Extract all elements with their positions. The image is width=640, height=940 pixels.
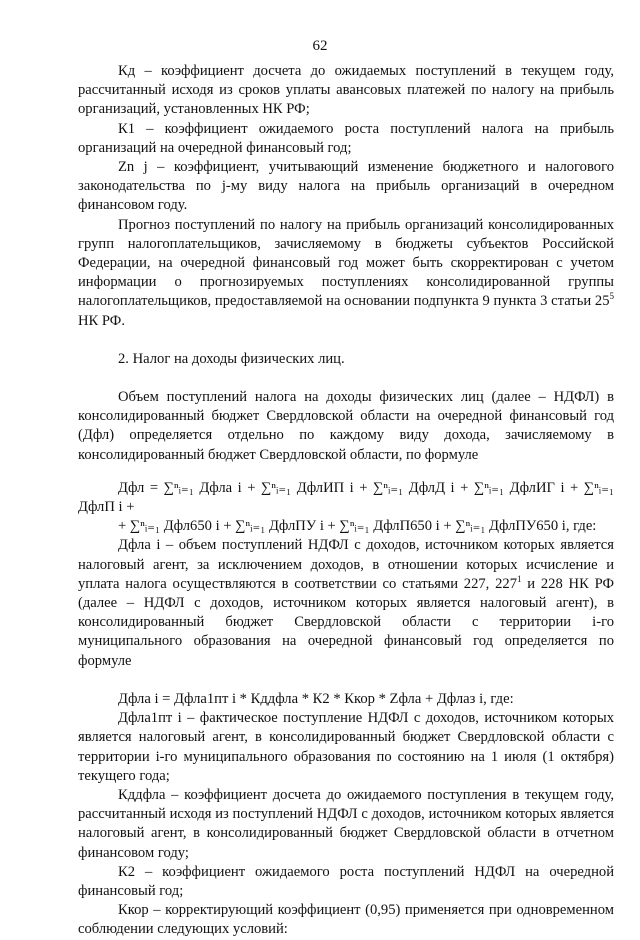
paragraph-dfla-text: Дфла i – объем поступлений НДФЛ с доходов, источником которых является налоговый агент, за исключением доходов, в отношении которых исчисление и уплата налога осуществляются в соответствии со статьями 227, 227 <box>78 537 614 592</box>
formula-dfla: Дфла i = Дфла1пт i * Кддфла * К2 * Ккор * Zфла + Дфлаз i, где: <box>118 690 514 707</box>
paragraph-forecast-tail: НК РФ. <box>78 312 125 329</box>
paragraph-k2: К2 – коэффициент ожидаемого роста поступлений НДФЛ на очередной финансовый год; <box>78 863 614 899</box>
paragraph-ndfl-volume: Объем поступлений налога на доходы физических лиц (далее – НДФЛ) в консолидированный бюджет Свердловской области на очередной финансовый год (Дфл) определяется отдельно по каждому виду дохода, зачисляемому в консолидированный бюджет Свердловской области, по формуле <box>78 389 614 463</box>
section-heading: 2. Налог на доходы физических лиц. <box>118 350 345 367</box>
document-body <box>78 62 614 940</box>
paragraph-dfla1pt: Дфла1пт i – фактическое поступление НДФЛ с доходов, источником которых является налоговый агент, в консолидированный бюджет Свердловской области с территории i-го муниципального образования по состоянию на 1 июля (1 октября) текущего года; <box>78 710 614 784</box>
formula-dfl-line-2: + ∑ⁿᵢ₌₁ Дфл650 i + ∑ⁿᵢ₌₁ ДфлПУ i + ∑ⁿᵢ₌₁ ДфлП650 i + ∑ⁿᵢ₌₁ ДфлПУ650 i, где: <box>118 518 597 535</box>
superscript-ref: 5 <box>609 291 614 302</box>
paragraph-zn: Zn j – коэффициент, учитывающий изменение бюджетного и налогового законодательства по j-му виду налога на прибыль организаций в очередном финансовом году. <box>78 159 614 214</box>
paragraph-dfla <box>78 536 614 670</box>
paragraph-forecast-text: Прогноз поступлений по налогу на прибыль организаций консолидированных групп налогоплательщиков, зачисляемому в бюджеты субъектов Российской Федерации, на очередной финансовый год может быть скорректирован с учетом информации о прогнозируемых поступлениях консолидированной группы налогоплательщиков, предоставляемой на основании подпункта 9 пункта 3 статьи 25 <box>78 216 614 310</box>
page-number: 62 <box>312 38 328 54</box>
formula-dfl <box>78 479 614 537</box>
paragraph-kddfla: Кддфла – коэффициент досчета до ожидаемого поступления в текущем году, рассчитанный исходя из поступлений НДФЛ с доходов, источником которых является налоговый агент, в консолидированный бюджет Свердловской области в отчетном финансовом году; <box>78 786 614 861</box>
formula-dfl-line-1: Дфл = ∑ⁿᵢ₌₁ Дфла i + ∑ⁿᵢ₌₁ ДфлИП i + ∑ⁿᵢ₌₁ ДфлД i + ∑ⁿᵢ₌₁ ДфлИГ i + ∑ⁿᵢ₌₁ ДфлП i + <box>78 479 614 516</box>
paragraph-dfla-tail: и 228 НК РФ (далее – НДФЛ с доходов, источником которых является налоговый агент), в консолидированный бюджет Свердловской области с территории i-го муниципального образования на очередной финансовый год определяется по формуле <box>78 575 614 669</box>
paragraph-kd: Кд – коэффициент досчета до ожидаемых поступлений в текущем году, рассчитанный исходя из сроков уплаты авансовых платежей по налогу на прибыль организаций, установленных НК РФ; <box>78 63 614 118</box>
paragraph-k1: К1 – коэффициент ожидаемого роста поступлений налога на прибыль организаций на очередной финансовый год; <box>78 120 614 156</box>
paragraph-forecast <box>78 216 614 331</box>
paragraph-kkor: Ккор – корректирующий коэффициент (0,95) применяется при одновременном соблюдении следующих условий: <box>78 902 614 938</box>
superscript-ref-227: 1 <box>517 574 522 585</box>
